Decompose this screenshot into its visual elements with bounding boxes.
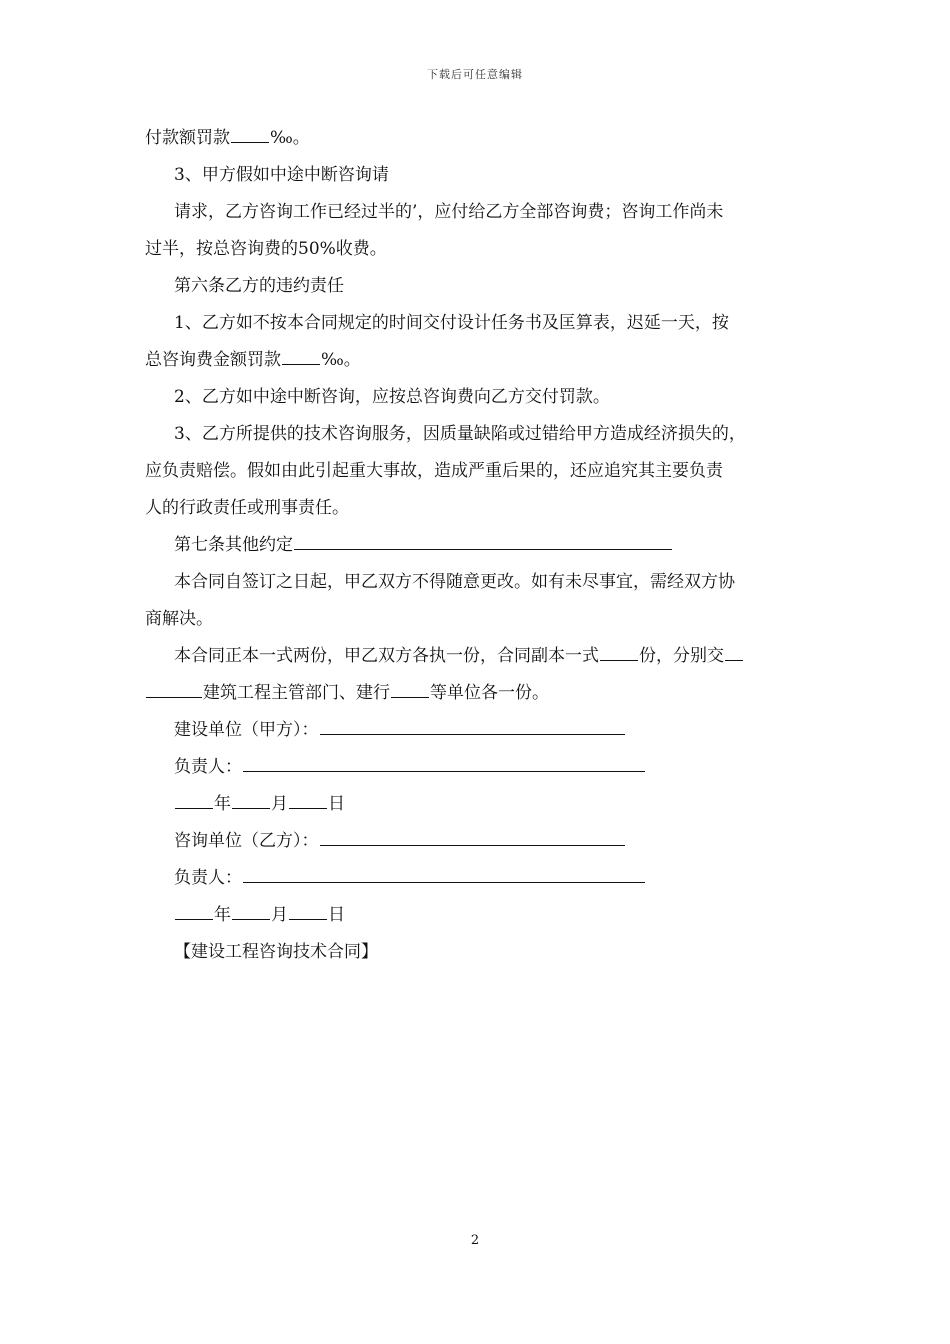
text-fragment: ‰。 (321, 350, 361, 370)
field-label: 咨询单位（乙方）： (174, 831, 319, 851)
date-line-b (145, 897, 810, 934)
text-fragment: 份，分别交 (639, 646, 724, 666)
text-fragment: 等单位各一份。 (430, 683, 549, 703)
text-fragment: 日 (328, 905, 345, 925)
section-heading: 第六条乙方的违约责任 (174, 276, 344, 296)
blank-underline (294, 548, 672, 550)
blank-underline (146, 696, 202, 698)
page-number: 2 (470, 1233, 480, 1248)
section-heading (145, 527, 810, 564)
paragraph-line: 1、乙方如不按本合同规定的时间交付设计任务书及匡算表，迟延一天，按 (174, 313, 729, 333)
field-label: 负责人： (174, 757, 242, 777)
page-header: 下载后可任意编辑 (427, 68, 523, 81)
blank-underline (282, 363, 320, 365)
field-label: 建设单位（甲方）： (174, 720, 319, 740)
paragraph-line: 请求，乙方咨询工作已经过半的’，应付给乙方全部咨询费；咨询工作尚未 (174, 202, 724, 222)
blank-underline (232, 807, 270, 809)
blank-underline (600, 659, 638, 661)
paragraph-line: 应负责赔偿。假如由此引起重大事故，造成严重后果的，还应追究其主要负责 (145, 461, 723, 481)
text-fragment: 建筑工程主管部门、建行 (203, 683, 390, 703)
paragraph-line (145, 638, 810, 675)
paragraph-line (145, 675, 810, 712)
blank-underline (289, 807, 327, 809)
text-fragment: 付款额罚款 (145, 128, 230, 148)
document-body (145, 120, 810, 971)
blank-underline (391, 696, 429, 698)
text-fragment: 第七条其他约定 (174, 535, 293, 555)
field-label: 负责人： (174, 868, 242, 888)
text-fragment: 日 (328, 794, 345, 814)
blank-underline (725, 659, 743, 661)
text-fragment: 年 (214, 905, 231, 925)
paragraph-line (145, 342, 810, 379)
blank-underline (320, 733, 625, 735)
text-fragment: 本合同正本一式两份，甲乙双方各执一份，合同副本一式 (174, 646, 599, 666)
paragraph-line: 2、乙方如中途中断咨询，应按总咨询费向乙方交付罚款。 (174, 387, 610, 407)
paragraph-line: 本合同自签订之日起，甲乙双方不得随意更改。如有未尽事宜，需经双方协 (174, 572, 735, 592)
paragraph-line: 人的行政责任或刑事责任。 (145, 498, 349, 518)
blank-underline (243, 881, 645, 883)
blank-underline (232, 918, 270, 920)
signature-line-person-b (145, 860, 810, 897)
text-fragment: 总咨询费金额罚款 (145, 350, 281, 370)
text-fragment: 月 (271, 905, 288, 925)
signature-line-person-a (145, 749, 810, 786)
paragraph-line (145, 120, 810, 157)
blank-underline (231, 141, 269, 143)
text-fragment: ‰。 (270, 128, 310, 148)
blank-underline (243, 770, 645, 772)
blank-underline (175, 918, 213, 920)
text-fragment: 月 (271, 794, 288, 814)
blank-underline (320, 844, 625, 846)
blank-underline (289, 918, 327, 920)
document-title-footer: 【建设工程咨询技术合同】 (174, 942, 378, 962)
paragraph-line: 3、乙方所提供的技术咨询服务，因质量缺陷或过错给甲方造成经济损失的， (174, 424, 746, 444)
signature-line-party-b (145, 823, 810, 860)
date-line-a (145, 786, 810, 823)
paragraph-line: 商解决。 (145, 609, 213, 629)
text-fragment: 年 (214, 794, 231, 814)
paragraph-line: 过半，按总咨询费的50%收费。 (145, 239, 387, 259)
blank-underline (175, 807, 213, 809)
paragraph-line: 3、甲方假如中途中断咨询请 (174, 165, 389, 185)
signature-line-party-a (145, 712, 810, 749)
